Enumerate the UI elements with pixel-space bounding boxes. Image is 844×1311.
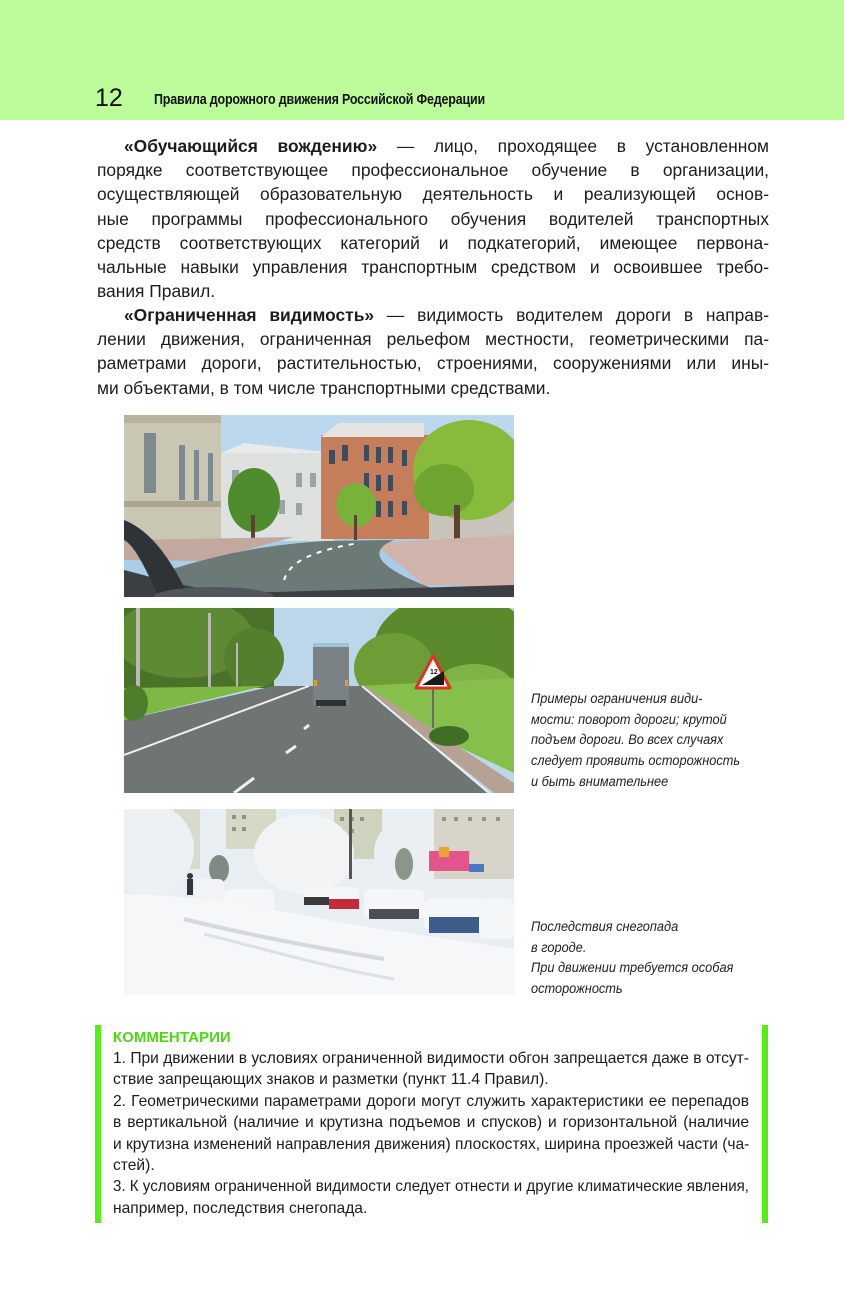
definition-limited-visibility bbox=[97, 303, 769, 400]
photo-steep-hill bbox=[124, 608, 514, 793]
comments-title: КОММЕНТАРИИ bbox=[113, 1030, 231, 1046]
figure-caption-visibility: Примеры ограничения види- мости: поворот дороги; крутой подъем дороги. Во всех случаях следует проявить осторожность и быть внимательнее bbox=[531, 691, 741, 790]
definition-line: ные программы профессионального обучения водителей транспортных bbox=[97, 208, 769, 229]
comment-line: 3. К условиям ограниченной видимости следует отнести и другие климатические явления, bbox=[113, 1178, 749, 1196]
definition-line: чальные навыки управления транспортным средством и освоившее требо- bbox=[97, 257, 769, 278]
svg-text:12: 12 bbox=[430, 669, 438, 676]
definition-term: «Ограниченная видимость» bbox=[124, 305, 375, 325]
comments-left-accent-bar bbox=[95, 1025, 101, 1223]
definition-line: раметрами дороги, растительностью, строениями, сооружениями или ины- bbox=[97, 353, 769, 374]
definition-line: осуществляющей образовательную деятельность и реализующей основ- bbox=[97, 184, 769, 205]
definition-term: «Обучающийся вождению» bbox=[124, 136, 378, 156]
page-number: 12 bbox=[95, 84, 123, 112]
figure-caption-snowfall: Последствия снегопада в городе. При движении требуется особая осторожность bbox=[531, 919, 734, 998]
photo-road-curve bbox=[124, 415, 514, 597]
comments-body bbox=[113, 1048, 749, 1219]
definition-line: средств соответствующих категорий и подкатегорий, имеющее первона- bbox=[97, 232, 769, 253]
photo-snowfall bbox=[124, 809, 514, 995]
comment-line: стей). bbox=[113, 1157, 155, 1175]
definition-line: вания Правил. bbox=[97, 281, 216, 302]
comment-line: 1. При движении в условиях ограниченной видимости обгон запрещается даже в отсут- bbox=[113, 1050, 749, 1067]
comment-line: 2. Геометрическими параметрами дороги могут служить характеристики ее перепадов bbox=[113, 1092, 749, 1110]
comment-line: в вертикальной (наличие и крутизна подъемов и спусков) и горизонтальной (наличие bbox=[113, 1114, 749, 1132]
definition-line: порядке соответствующее профессиональное обучение в организации, bbox=[97, 160, 769, 181]
running-title: Правила дорожного движения Российской Федерации bbox=[154, 92, 485, 108]
definition-line: «Обучающийся вождению» — лицо, проходящее в установленном bbox=[124, 136, 769, 156]
definition-learner-driver bbox=[97, 134, 769, 303]
comments-right-accent-bar bbox=[762, 1025, 768, 1223]
definition-line: ми объектами, в том числе транспортными средствами. bbox=[97, 377, 551, 398]
definition-line: «Ограниченная видимость» — видимость водителем дороги в направ- bbox=[124, 305, 769, 325]
comment-line: ствие запрещающих знаков и разметки (пункт 11.4 Правил). bbox=[113, 1071, 549, 1089]
comment-line: и крутизна изменений направления движения) плоскостях, ширина проезжей части (ча- bbox=[113, 1135, 750, 1153]
comment-line: например, последствия снегопада. bbox=[113, 1199, 368, 1217]
definition-line: лении движения, ограниченная рельефом местности, геометрическими па- bbox=[97, 329, 769, 350]
comments-box bbox=[95, 1025, 768, 1223]
